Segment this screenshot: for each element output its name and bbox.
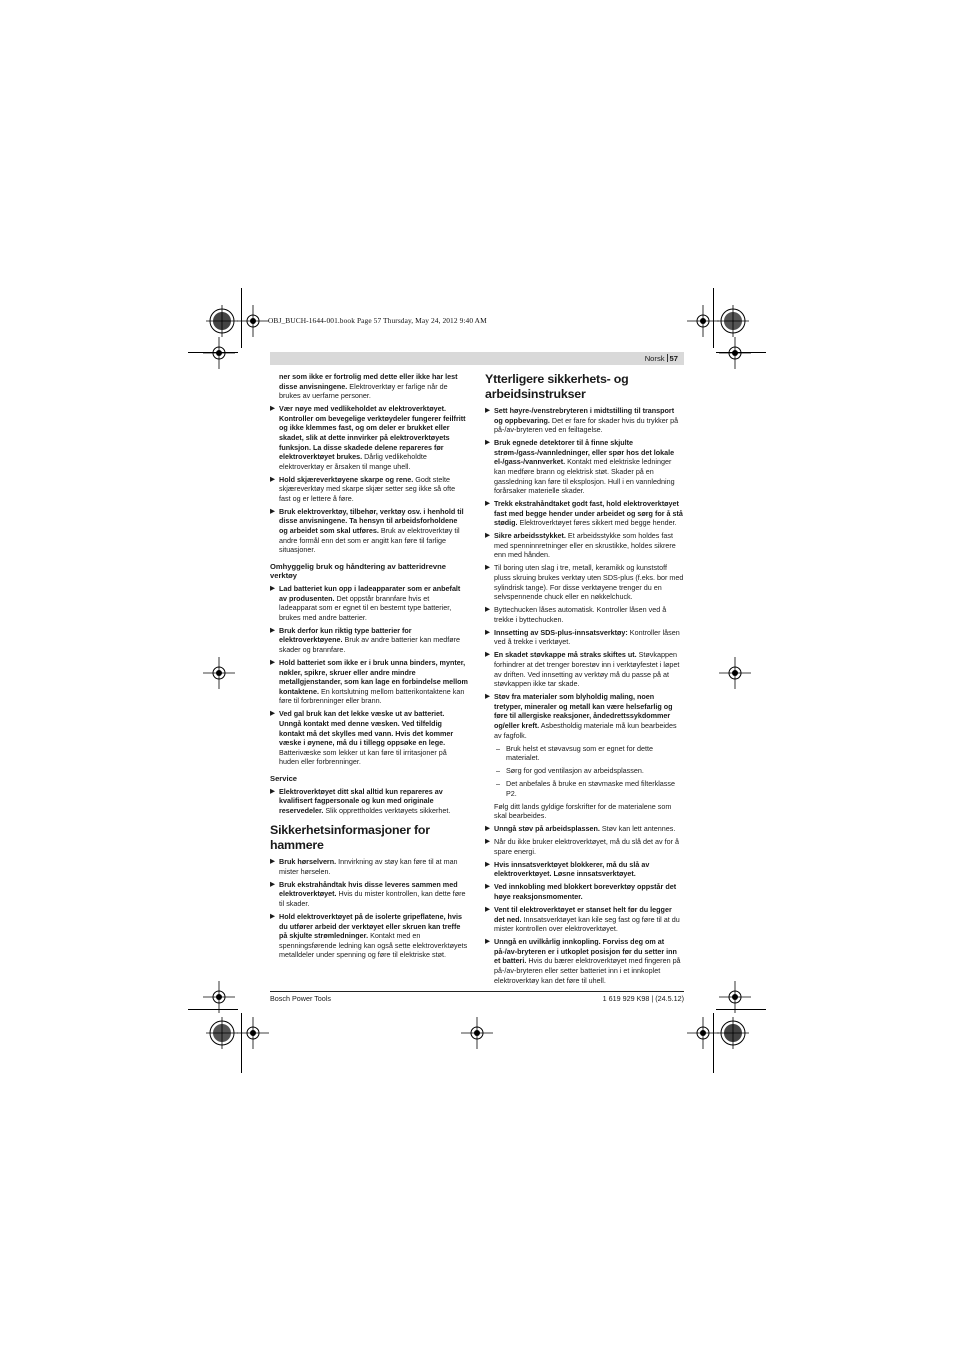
bullet-list	[270, 404, 468, 555]
bullet-text: Kontakt med en spenningsførende ledning kan også sette elektroverktøyets metalldeler under spenning og føre til elektriske støt.	[279, 931, 468, 960]
bullet-bold-text: Hold batteriet som ikke er i bruk unna binders, mynter, nøkler, spikre, skruer eller andre mindre metallgjenstander, som kan lage en forbindelse mellom kontaktene.	[279, 657, 468, 696]
bullet-item	[270, 584, 468, 622]
bullet-bold-text: Vær nøye med vedlikeholdet av elektroverktøyet. Kontroller om bevegelige verktøydeler fungerer feilfritt og ikke klemmes fast, og om deler er brukket eller skadet, slik at dette innvirker på elektroverktøyets funksjon. La disse skadede delene repareres før elektroverktøyet brukes.	[279, 404, 466, 462]
bullet-bold-text: Ved gal bruk kan det lekke væske ut av batteriet. Unngå kontakt med denne væsken. Ved tilfeldig kontakt må det skylles med vann. Hvis det kommer væske i øynene, må du i tillegg oppsøke en lege.	[279, 709, 454, 748]
bullet-text: Når du ikke bruker elektroverktøyet, må du slå det av for å spare energi.	[494, 837, 679, 856]
bullet-arrow-icon: ▶	[485, 938, 491, 946]
bullet-bold-text: Innsetting av SDS-plus-innsatsverktøy:	[494, 627, 628, 637]
bullet-list	[485, 406, 684, 740]
page-header-label	[645, 353, 678, 364]
bullet-bold-text: Unngå støv på arbeidsplassen.	[494, 824, 600, 834]
bullet-item	[270, 507, 468, 555]
print-info-line: OBJ_BUCH-1644-001.book Page 57 Thursday, May 24, 2012 9:40 AM	[268, 316, 487, 325]
bullet-item	[270, 787, 468, 816]
crosshair-mark-top-right	[687, 305, 719, 337]
bullet-arrow-icon: ▶	[485, 905, 491, 913]
bullet-item	[485, 837, 684, 856]
bullet-bold-text: Vent til elektroverktøyet er stanset helt før du legger det ned.	[494, 904, 672, 924]
trim-line-top-left-h	[188, 352, 238, 353]
bullet-arrow-icon: ▶	[485, 532, 491, 540]
registration-mark-bottom-left	[206, 1017, 238, 1049]
bullet-item	[485, 882, 684, 901]
bullet-list	[270, 787, 468, 816]
bullet-text: Et arbeidsstykke som holdes fast med spenninnretninger eller en skrustikke, holdes sikrere enn med hånden.	[494, 531, 676, 560]
bullet-arrow-icon: ▶	[270, 405, 276, 413]
battery-section-heading: Omhyggelig bruk og håndtering av batteridrevne verktøy	[270, 561, 446, 581]
bullet-arrow-icon: ▶	[485, 651, 491, 659]
bullet-arrow-icon: ▶	[270, 913, 276, 921]
bullet-arrow-icon: ▶	[270, 858, 276, 866]
dash-marker: –	[496, 779, 500, 789]
trim-line-top-left-v	[241, 288, 242, 348]
bullet-item	[270, 912, 468, 960]
bullet-bold-text: Hold elektroverktøyet på de isolerte gripeflatene, hvis du utfører arbeid der verktøyet eller skruen kan treffe på skjulte strømledninger.	[279, 912, 462, 941]
bullet-item	[485, 531, 684, 560]
bold-run: ner som ikke er fortrolig med dette eller ikke har lest disse anvisningene.	[279, 372, 458, 391]
bullet-bold-text: Støv fra materialer som blyholdig maling, noen tretyper, mineraler og metall kan være helsefarlig og føre til allergiske reaksjoner, åndedrettssykdommer og/eller kreft.	[494, 692, 673, 730]
dash-marker: –	[496, 766, 500, 776]
bullet-arrow-icon: ▶	[270, 585, 276, 593]
bullet-text: Til boring uten slag i tre, metall, keramikk og kunststoff pluss skruing brukes verktøy uten SDS-plus (f.eks. bor med sylindrisk tange). For disse verktøyene trenger du en selvspennende chuck eller en nøkkelchuck.	[494, 563, 684, 602]
service-section-heading: Service	[270, 773, 298, 783]
bullet-text: Bruk av andre batterier kan medføre skader og brannfare.	[279, 635, 460, 654]
dash-item	[485, 766, 684, 776]
bullet-arrow-icon: ▶	[270, 880, 276, 888]
bullet-arrow-icon: ▶	[485, 500, 491, 508]
registration-mark-bottom-right	[717, 1017, 749, 1049]
dash-text: Sørg for god ventilasjon av arbeidsplassen.	[506, 766, 644, 776]
dash-item	[485, 744, 684, 763]
bullet-arrow-icon: ▶	[485, 606, 491, 614]
crosshair-mark-mid-left	[203, 657, 235, 689]
crosshair-mark-bottom-right	[687, 1017, 719, 1049]
bullet-bold-text: Lad batteriet kun opp i ladeapparater som er anbefalt av produsenten.	[279, 584, 461, 603]
bullet-item	[270, 880, 468, 909]
bullet-item	[485, 499, 684, 528]
bullet-item	[270, 404, 468, 471]
dash-list	[485, 744, 684, 799]
bullet-text: Hvis du bærer elektroverktøyet med fingeren på på-/av-bryteren eller setter batteriet inn i et innkoplet elektroverktøy kan det føre til uhell.	[494, 956, 681, 985]
bullet-text: Støvkappen forhindrer at det trenger borestøv inn i verktøyfestet i løpet av driften. Ved innsetting av verktøy må du passe på at støvkappen ikke tar skade.	[494, 650, 680, 689]
header-separator	[667, 354, 668, 362]
page-header-bar	[270, 352, 684, 365]
trim-line-bottom-right-v	[713, 1013, 714, 1073]
additional-instructions-heading: Ytterligere sikkerhets- og arbeidsinstrukser	[485, 372, 629, 401]
bullet-arrow-icon: ▶	[485, 860, 491, 868]
footer-brand: Bosch Power Tools	[270, 994, 331, 1003]
bullet-item	[485, 438, 684, 496]
registration-mark-top-left	[206, 305, 238, 337]
bullet-list	[485, 824, 684, 985]
bullet-item	[485, 905, 684, 934]
bullet-list	[270, 857, 468, 960]
bullet-bold-text: Elektroverktøyet ditt skal alltid kun repareres av kvalifisert fagpersonale og kun med originale reservedeler.	[279, 786, 443, 815]
bullet-bold-text: Hold skjæreverktøyene skarpe og rene.	[279, 474, 414, 484]
bullet-text: Kontroller låsen ved å trekke i verktøyet.	[494, 627, 680, 647]
bullet-bold-text: Bruk ekstrahåndtak hvis disse leveres sammen med elektroverktøyet.	[279, 879, 458, 899]
trim-line-bottom-left-v	[241, 1013, 242, 1073]
bullet-text: En kortslutning mellom batterikontaktene kan føre til forbrenninger eller brann.	[279, 686, 465, 706]
continued-paragraph	[270, 372, 468, 401]
bullet-arrow-icon: ▶	[485, 628, 491, 636]
bullet-text: Slik opprettholdes verktøyets sikkerhet.	[323, 805, 451, 815]
trim-line-top-right-h	[716, 352, 766, 353]
bullet-arrow-icon: ▶	[270, 626, 276, 634]
bullet-text: Støv kan lett antennes.	[599, 824, 676, 834]
bullet-item	[270, 626, 468, 655]
header-page-number: 57	[669, 354, 678, 363]
trim-line-top-right-v	[713, 288, 714, 348]
bullet-item	[485, 650, 684, 688]
bullet-item	[485, 628, 684, 647]
footer-code: 1 619 929 K98 | (24.5.12)	[602, 994, 684, 1003]
bullet-arrow-icon: ▶	[270, 787, 276, 795]
bullet-item	[270, 658, 468, 706]
bullet-arrow-icon: ▶	[270, 710, 276, 718]
bullet-arrow-icon: ▶	[270, 658, 276, 666]
bullet-item	[270, 709, 468, 767]
left-column	[270, 372, 468, 963]
bullet-text: Asbestholdig materiale må kun bearbeides av fagfolk.	[494, 720, 677, 740]
header-language: Norsk	[644, 354, 665, 363]
regulation-note: Følg ditt lands gyldige forskrifter for de materialene som skal bearbeides.	[494, 801, 672, 821]
bullet-item	[485, 563, 684, 601]
crosshair-mark-top-right-lower	[719, 337, 751, 369]
bullet-item	[270, 857, 468, 876]
bullet-item	[485, 605, 684, 624]
bullet-text: Byttechucken låses automatisk. Kontroller låsen ved å trekke i byttechucken.	[494, 605, 667, 624]
bullet-arrow-icon: ▶	[485, 825, 491, 833]
bullet-bold-text: Bruk hørselvern.	[279, 857, 337, 867]
bullet-arrow-icon: ▶	[485, 838, 491, 846]
bullet-text: Elektroverktøyet føres sikkert med begge hender.	[517, 518, 677, 528]
bullet-arrow-icon: ▶	[485, 693, 491, 701]
bullet-text: Godt stelte skjæreverktøy med skarpe skjær setter seg ikke så ofte fast og er lettere å føre.	[279, 474, 456, 503]
bullet-text: Det oppstår brannfare hvis et ladeapparat som er egnet til en bestemt type batterier, brukes med andre batterier.	[279, 593, 452, 622]
bullet-item	[485, 406, 684, 435]
bullet-text: Innsatsverktøyet kan kile seg fast og føre til at du mister kontrollen over elektroverktøyet.	[494, 914, 680, 934]
bullet-bold-text: Ved innkobling med blokkert boreverktøy oppstår det høye reaksjonsmomenter.	[494, 882, 677, 901]
bullet-bold-text: Unngå en uvilkårlig innkopling. Forviss deg om at på-/av-bryteren er i utkoplet posisjon før du setter inn et batteri.	[494, 937, 677, 966]
bullet-arrow-icon: ▶	[485, 407, 491, 414]
bullet-bold-text: Trekk ekstrahåndtaket godt fast, hold elektroverktøyet fast med begge hender under arbeidet og sørg for å stå stødig.	[494, 499, 683, 528]
bullet-arrow-icon: ▶	[270, 475, 276, 483]
bullet-arrow-icon: ▶	[270, 507, 276, 515]
bullet-bold-text: Hvis innsatsverktøyet blokkerer, må du slå av elektroverktøyet. Løsne innsatsverktøyet.	[494, 859, 650, 879]
bullet-bold-text: Bruk derfor kun riktig type batterier for elektroverktøyene.	[279, 625, 412, 645]
trim-line-bottom-right-h	[716, 1009, 766, 1010]
dash-item	[485, 779, 684, 798]
bullet-item	[485, 937, 684, 985]
dash-text: Det anbefales å bruke en støvmaske med filterklasse P2.	[506, 779, 675, 798]
bullet-item	[485, 860, 684, 879]
bullet-text: Batterivæske som lekker ut kan føre til irritasjoner på huden eller forbrenninger.	[279, 747, 447, 767]
bullet-list	[270, 584, 468, 767]
crosshair-mark-top-left-lower	[203, 337, 235, 369]
registration-mark-top-right	[717, 305, 749, 337]
bullet-bold-text: Sikre arbeidsstykket.	[494, 531, 566, 541]
dash-marker: –	[496, 743, 500, 753]
bullet-bold-text: Bruk egnede detektorer til å finne skjulte strøm-/gass-/vannledninger, eller spør hos det lokale el-/gass-/vannverket.	[494, 438, 675, 467]
bullet-item	[485, 824, 684, 834]
bullet-item	[270, 475, 468, 504]
bullet-text: Bruk av elektroverktøy til andre formål enn det som er angitt kan føre til farlige situasjoner.	[279, 526, 460, 555]
trim-line-bottom-left-h	[188, 1009, 238, 1010]
text-run: Elektroverktøy er farlige når de brukes av uerfarne personer.	[279, 381, 448, 401]
bullet-text: Innvirkning av støy kan føre til at man mister hørselen.	[279, 857, 458, 876]
bullet-item	[485, 692, 684, 740]
hammer-safety-heading: Sikkerhetsinformasjoner for hammere	[270, 823, 430, 853]
right-column	[485, 372, 684, 988]
footer-rule	[270, 991, 684, 992]
bullet-text: Det er fare for skader hvis du trykker på på-/av-bryteren ved en feiltagelse.	[494, 415, 679, 435]
bullet-arrow-icon: ▶	[485, 439, 491, 447]
crosshair-mark-mid-right	[719, 657, 751, 689]
bullet-text: Dårlig vedlikeholdte elektroverktøy er årsaken til mange uhell.	[279, 452, 427, 471]
bullet-arrow-icon: ▶	[485, 564, 491, 572]
bullet-text: Kontakt med elektriske ledninger kan medføre brann og elektrisk støt. Skader på en gassledning kan føre til eksplosjon. Hull i en vannledning forårsaker materielle skader.	[494, 457, 675, 496]
dash-text: Bruk helst et støvavsug som er egnet for dette materialet.	[506, 743, 654, 763]
crosshair-mark-bottom-center	[461, 1017, 493, 1049]
bullet-bold-text: En skadet støvkappe må straks skiftes ut.	[494, 650, 637, 660]
bullet-arrow-icon: ▶	[485, 883, 491, 891]
bullet-bold-text: Bruk elektroverktøy, tilbehør, verktøy osv. i henhold til disse anvisningene. Ta hensyn til arbeidsforholdene og arbeidet som skal utføres.	[279, 506, 464, 536]
bullet-text: Hvis du mister kontrollen, kan dette føre til skader.	[279, 889, 466, 909]
bullet-bold-text: Sett høyre-/venstrebryteren i midtstilling til transport og oppbevaring.	[494, 406, 675, 425]
